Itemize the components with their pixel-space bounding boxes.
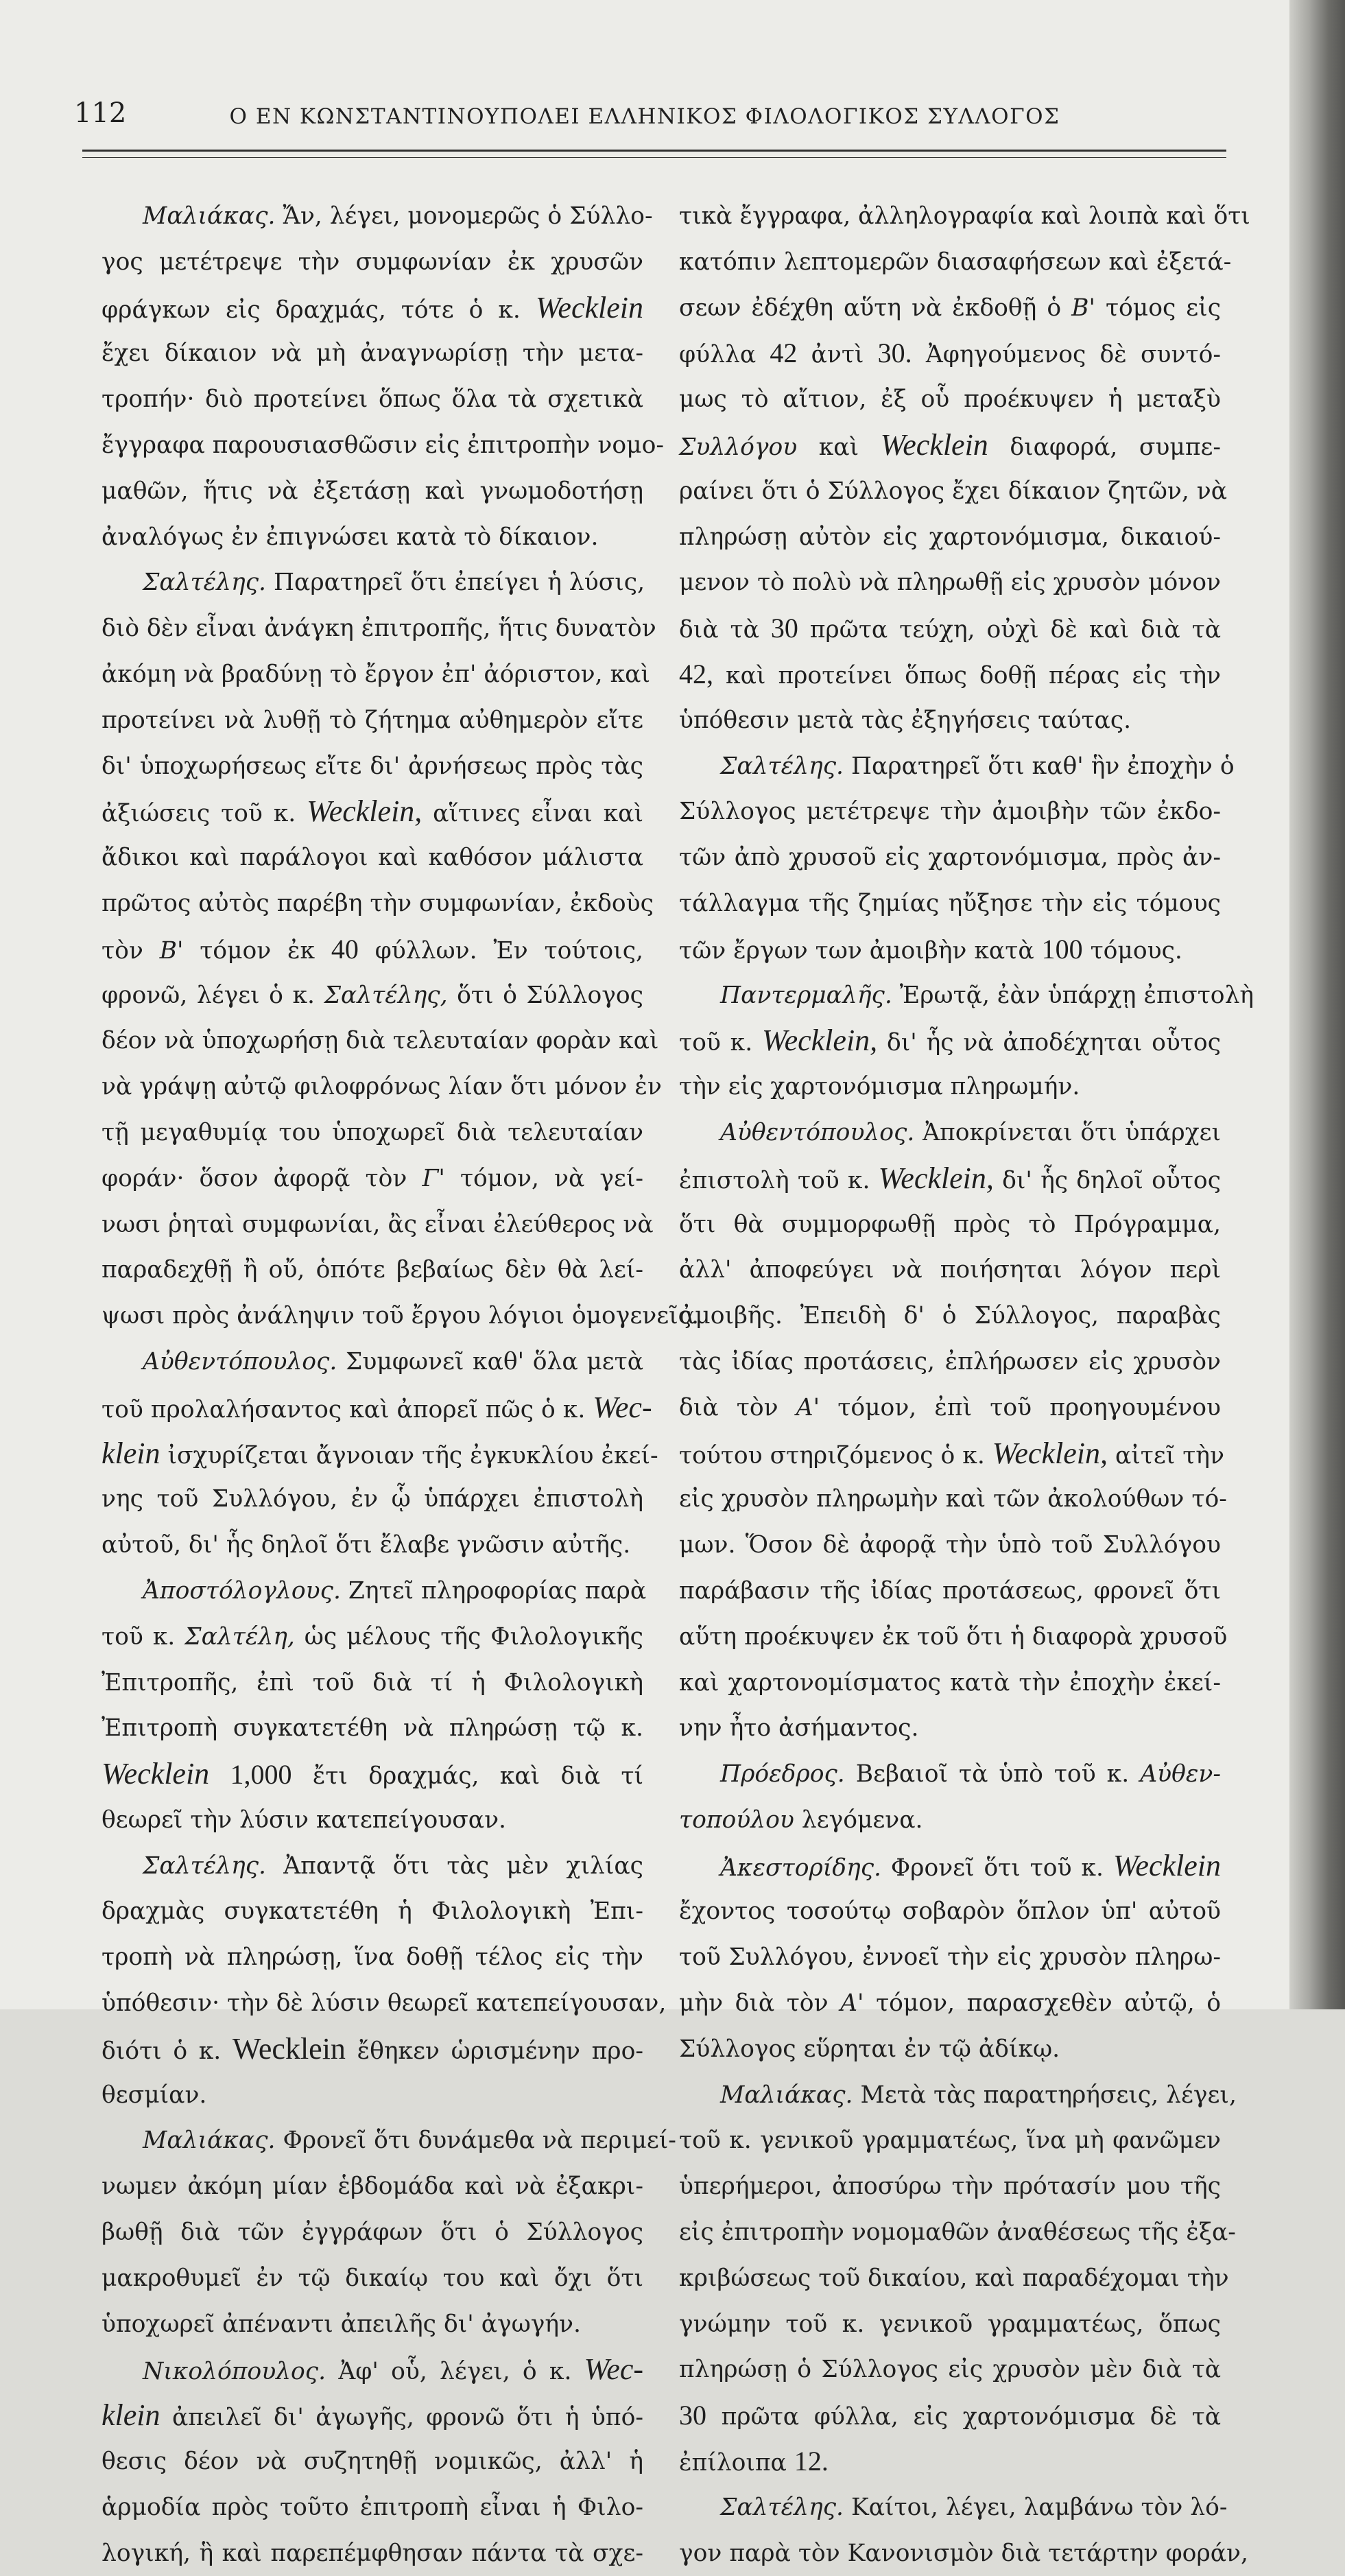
- text-line: διὰ τὸν Α' τόμον, ἐπὶ τοῦ προηγουμένου: [679, 1393, 1221, 1421]
- text-line: γον παρὰ τὸν Κανονισμὸν διὰ τετάρτην φοράν,: [679, 2539, 1248, 2567]
- text-line: νωμεν ἀκόμη μίαν ἑβδομάδα καὶ νὰ ἐξακρι-: [102, 2173, 643, 2201]
- header-rule-thick: [82, 150, 1226, 152]
- person-name: Wecklein,: [878, 1161, 994, 1195]
- text-line: Wecklein 1,000 ἔτι δραχμάς, καὶ διὰ τί: [102, 1757, 644, 1791]
- text-line: Μαλιάκας. Ἄν, λέγει, μονομερῶς ὁ Σύλλο-: [143, 202, 653, 230]
- person-name: Αὐθεν-: [1140, 1760, 1222, 1788]
- text-line: ἁρμοδία πρὸς τοῦτο ἐπιτροπὴ εἶναι ἡ Φιλο-: [102, 2493, 643, 2521]
- page-number: 112: [74, 97, 127, 129]
- text-line: βωθῇ διὰ τῶν ἐγγράφων ὅτι ὁ Σύλλογος: [102, 2219, 643, 2247]
- number: 42,: [679, 658, 713, 689]
- text-line: πληρώσῃ αὐτὸν εἰς χαρτονόμισμα, δικαιού-: [679, 523, 1221, 551]
- text-line: αὐτοῦ, δι' ἧς δηλοῖ ὅτι ἔλαβε γνῶσιν αὐτῆς.: [102, 1531, 631, 1559]
- text-line: θεσμίαν.: [102, 2081, 207, 2109]
- person-name: Σαλτέλη,: [185, 1622, 295, 1651]
- text-line: δι' ὑποχωρήσεως εἴτε δι' ἀρνήσεως πρὸς τὰς: [102, 752, 643, 780]
- person-name: Wecklein,: [307, 794, 422, 829]
- person-name: klein: [102, 1436, 160, 1470]
- person-name: klein: [102, 2398, 160, 2433]
- text-line: ὅτι θὰ συμμορφωθῇ πρὸς τὸ Πρόγραμμα,: [679, 1210, 1221, 1238]
- text-line: Ἐπιτροπὴ συγκατετέθη νὰ πληρώσῃ τῷ κ.: [102, 1714, 643, 1742]
- text-line: Μαλιάκας. Μετὰ τὰς παρατηρήσεις, λέγει,: [720, 2081, 1237, 2109]
- number: 30: [679, 2400, 706, 2431]
- text-line: νην ἦτο ἀσήμαντος.: [679, 1714, 919, 1742]
- text-line: ἐπιστολὴ τοῦ κ. Wecklein, δι' ἧς δηλοῖ οὗτος: [679, 1161, 1222, 1195]
- text-line: φύλλα 42 ἀντὶ 30. Ἀφηγούμενος δὲ συντό-: [679, 338, 1222, 369]
- text-line: θεσις δέον νὰ συζητηθῇ νομικῶς, ἀλλ' ἡ: [102, 2448, 643, 2476]
- person-name: τοπούλου: [679, 1806, 794, 1834]
- text-line: τὸν Β' τόμον ἐκ 40 φύλλων. Ἐν τούτοις,: [102, 933, 643, 965]
- text-line: ἄδικοι καὶ παράλογοι καὶ καθόσον μάλιστα: [102, 844, 643, 872]
- speaker-name: Παντερμαλῆς.: [720, 981, 892, 1009]
- text-line: μὴν διὰ τὸν Α' τόμον, παρασχεθὲν αὐτῷ, ὁ: [679, 1989, 1222, 2018]
- speaker-name: Σαλτέλης.: [720, 752, 844, 780]
- text-line: εἰς χρυσὸν πληρωμὴν καὶ τῶν ἀκολούθων τό-: [679, 1485, 1227, 1513]
- text-line: ὑπόθεσιν· τὴν δὲ λύσιν θεωρεῖ κατεπείγουσαν,: [102, 1989, 667, 2018]
- speaker-name: Ἀκεστορίδης.: [720, 1854, 881, 1882]
- text-line: τῇ μεγαθυμίᾳ του ὑποχωρεῖ διὰ τελευταίαν: [102, 1118, 643, 1146]
- number: 12.: [794, 2446, 829, 2477]
- text-line: ἀξιώσεις τοῦ κ. Wecklein, αἵτινες εἶναι καὶ: [102, 794, 644, 829]
- text-line: φράγκων εἰς δραχμάς, τότε ὁ κ. Wecklein: [102, 290, 643, 324]
- text-line: ἔχει δίκαιον νὰ μὴ ἀναγνωρίσῃ τὴν μετα-: [102, 340, 643, 368]
- text-line: πρῶτος αὐτὸς παρέβη τὴν συμφωνίαν, ἐκδοὺς: [102, 889, 654, 917]
- text-line: τοῦ κ. γενικοῦ γραμματέως, ἵνα μὴ φανῶμεν: [679, 2127, 1221, 2155]
- text-line: Νικολόπουλος. Ἀφ' οὗ, λέγει, ὁ κ. Wec-: [143, 2352, 643, 2387]
- text-line: ἔχοντος τοσούτῳ σοβαρὸν ὅπλον ὑπ' αὐτοῦ: [679, 1898, 1221, 1926]
- text-line: Αὐθεντόπουλος. Ἀποκρίνεται ὅτι ὑπάρχει: [720, 1118, 1222, 1146]
- text-line: τοῦ κ. Σαλτέλη, ὡς μέλους τῆς Φιλολογικῆς: [102, 1622, 643, 1651]
- text-line: διὰ τὰ 30 πρῶτα τεύχη, οὐχὶ δὲ καὶ διὰ τὰ: [679, 613, 1222, 644]
- speaker-name: Ἀποστόλογλους.: [143, 1576, 341, 1605]
- text-line: παράβασιν τῆς ἰδίας προτάσεως, φρονεῖ ὅτι: [679, 1576, 1221, 1605]
- text-line: γνώμην τοῦ κ. γενικοῦ γραμματέως, ὅπως: [679, 2310, 1221, 2338]
- text-line: λογική, ἣ καὶ παρεπέμφθησαν πάντα τὰ σχε-: [102, 2539, 643, 2567]
- text-line: εἰς ἐπιτροπὴν νομομαθῶν ἀναθέσεως τῆς ἐξα-: [679, 2219, 1236, 2247]
- text-line: 30 πρῶτα φύλλα, εἰς χαρτονόμισμα δὲ τὰ: [679, 2400, 1221, 2431]
- number: 100: [1041, 933, 1083, 965]
- number: 40: [331, 933, 359, 965]
- person-name: Wecklein: [535, 290, 643, 324]
- speaker-name: Σαλτέλης.: [143, 1852, 266, 1880]
- text-line: Σαλτέλης. Ἀπαντᾷ ὅτι τὰς μὲν χιλίας: [143, 1852, 643, 1880]
- text-line: τοῦ προλαλήσαντος καὶ ἀπορεῖ πῶς ὁ κ. Wec-: [102, 1390, 652, 1424]
- organization-name: Συλλόγου: [679, 433, 798, 461]
- text-line: τροπὴ νὰ πληρώσῃ, ἵνα δοθῇ τέλος εἰς τὴν: [102, 1943, 643, 1972]
- text-line: μακροθυμεῖ ἐν τῷ δικαίῳ του καὶ ὄχι ὅτι: [102, 2264, 643, 2292]
- text-line: νης τοῦ Συλλόγου, ἐν ᾧ ὑπάρχει ἐπιστολὴ: [102, 1485, 643, 1513]
- text-line: klein ἰσχυρίζεται ἄγνοιαν τῆς ἐγκυκλίου ἐκεί-: [102, 1436, 658, 1470]
- text-line: τῶν ἀπὸ χρυσοῦ εἰς χαρτονόμισμα, πρὸς ἀν-: [679, 844, 1221, 872]
- text-line: ἐπίλοιπα 12.: [679, 2446, 829, 2477]
- text-line: Σύλλογος εὕρηται ἐν τῷ ἀδίκῳ.: [679, 2035, 1060, 2063]
- text-line: φρονῶ, λέγει ὁ κ. Σαλτέλης, ὅτι ὁ Σύλλογος: [102, 981, 643, 1009]
- text-line: ὑπόθεσιν μετὰ τὰς ἐξηγήσεις ταύτας.: [679, 706, 1132, 734]
- person-name: Wecklein,: [761, 1024, 878, 1058]
- text-line: ἔγγραφα παρουσιασθῶσιν εἰς ἐπιτροπὴν νομο-: [102, 431, 665, 459]
- person-name: Σαλτέλης,: [324, 981, 448, 1009]
- text-line: 42, καὶ προτείνει ὅπως δοθῇ πέρας εἰς τὴν: [679, 658, 1222, 689]
- speaker-name: Μαλιάκας.: [720, 2081, 853, 2109]
- text-line: προτείνει νὰ λυθῇ τὸ ζήτημα αὐθημερὸν εἴτε: [102, 706, 643, 734]
- speaker-name: Μαλιάκας.: [143, 202, 276, 230]
- text-line: ψωσι πρὸς ἀνάληψιν τοῦ ἔργου λόγιοι ὁμογενεῖς.: [102, 1302, 699, 1330]
- text-line: ραίνει ὅτι ὁ Σύλλογος ἔχει δίκαιον ζητῶν, νὰ: [679, 477, 1228, 505]
- text-line: Αὐθεντόπουλος. Συμφωνεῖ καθ' ὅλα μετὰ: [143, 1347, 644, 1375]
- text-line: νὰ γράψῃ αὐτῷ φιλοφρόνως λίαν ὅτι μόνον ἐν: [102, 1073, 662, 1101]
- text-line: τούτου στηριζόμενος ὁ κ. Wecklein, αἰτεῖ τὴν: [679, 1436, 1224, 1470]
- number: 30: [770, 613, 798, 644]
- text-line: τοῦ κ. Wecklein, δι' ἧς νὰ ἀποδέχηται οὗτος: [679, 1024, 1222, 1058]
- speaker-name: Πρόεδρος.: [720, 1760, 845, 1788]
- right-column: [679, 193, 1254, 2576]
- text-line: μων. Ὅσον δὲ ἀφορᾷ τὴν ὑπὸ τοῦ Συλλόγου: [679, 1531, 1221, 1559]
- running-head: Ο ΕΝ ΚΩΝΣΤΑΝΤΙΝΟΥΠΟΛΕΙ ΕΛΛΗΝΙΚΟΣ ΦΙΛΟΛΟΓΙΚΟΣ ΣΥΛΛΟΓΟΣ: [229, 104, 1060, 129]
- text-line: διὸ δὲν εἶναι ἀνάγκη ἐπιτροπῆς, ἥτις δυνατὸν: [102, 615, 656, 643]
- text-line: klein ἀπειλεῖ δι' ἀγωγῆς, φρονῶ ὅτι ἡ ὑπό-: [102, 2398, 644, 2433]
- text-line: ὑπερήμεροι, ἀποσύρω τὴν πρότασίν μου τῆς: [679, 2173, 1221, 2201]
- text-line: Συλλόγου καὶ Wecklein διαφορά, συμπε-: [679, 427, 1222, 462]
- text-line: ἀναλόγως ἐν ἐπιγνώσει κατὰ τὸ δίκαιον.: [102, 523, 599, 551]
- text-line: παραδεχθῇ ἢ οὔ, ὁπότε βεβαίως δὲν θὰ λεί-: [102, 1256, 643, 1284]
- text-line: τὴν εἰς χαρτονόμισμα πληρωμήν.: [679, 1073, 1080, 1101]
- person-name: Wecklein: [232, 2031, 346, 2066]
- text-line: τικὰ ἔγγραφα, ἀλληλογραφία καὶ λοιπὰ καὶ ὅτι: [679, 202, 1250, 230]
- text-line: τοῦ Συλλόγου, ἐννοεῖ τὴν εἰς χρυσὸν πληρω-: [679, 1943, 1221, 1972]
- volume-label: Γ': [422, 1164, 445, 1192]
- text-line: καὶ χαρτονομίσματος κατὰ τὴν ἐποχὴν ἐκεί-: [679, 1668, 1221, 1697]
- text-line: Σαλτέλης. Παρατηρεῖ ὅτι ἐπείγει ἡ λύσις,: [143, 569, 645, 597]
- text-line: Σύλλογος μετέτρεψε τὴν ἀμοιβὴν τῶν ἐκδο-: [679, 798, 1221, 826]
- text-line: Σαλτέλης. Παρατηρεῖ ὅτι καθ' ἣν ἐποχὴν ὁ: [720, 752, 1235, 780]
- text-line: κατόπιν λεπτομερῶν διασαφήσεων καὶ ἐξετά-: [679, 248, 1232, 276]
- text-line: Ἐπιτροπῆς, ἐπὶ τοῦ διὰ τί ἡ Φιλολογικὴ: [102, 1668, 643, 1697]
- person-name: Wecklein: [1112, 1848, 1221, 1882]
- text-line: σεων ἐδέχθη αὕτη νὰ ἐκδοθῇ ὁ Β' τόμος εἰς: [679, 294, 1222, 322]
- speaker-name: Σαλτέλης.: [143, 569, 266, 597]
- text-line: Παντερμαλῆς. Ἐρωτᾷ, ἐὰν ὑπάρχῃ ἐπιστολὴ: [720, 981, 1254, 1009]
- speaker-name: Αὐθεντόπουλος.: [720, 1118, 915, 1146]
- volume-label: Α': [840, 1989, 864, 2018]
- text-line: μαθῶν, ἥτις νὰ ἐξετάσῃ καὶ γνωμοδοτήσῃ: [102, 477, 643, 505]
- text-line: μενον τὸ πολὺ νὰ πληρωθῇ εἰς χρυσὸν μόνον: [679, 569, 1221, 597]
- number: 30.: [877, 338, 912, 369]
- text-line: πληρώσῃ ὁ Σύλλογος εἰς χρυσὸν μὲν διὰ τὰ: [679, 2356, 1221, 2384]
- text-line: Ἀκεστορίδης. Φρονεῖ ὅτι τοῦ κ. Wecklein: [720, 1848, 1221, 1882]
- text-line: διότι ὁ κ. Wecklein ἔθηκεν ὡρισμένην προ-: [102, 2031, 643, 2066]
- person-name: Wec-: [584, 2352, 643, 2387]
- text-line: Μαλιάκας. Φρονεῖ ὅτι δυνάμεθα νὰ περιμεί-: [143, 2127, 676, 2155]
- text-line: ἀκόμη νὰ βραδύνῃ τὸ ἔργον ἐπ' ἀόριστον, καὶ: [102, 660, 650, 688]
- person-name: Wecklein: [880, 427, 988, 462]
- volume-label: Α': [796, 1393, 820, 1421]
- text-line: αὕτη προέκυψεν ἐκ τοῦ ὅτι ἡ διαφορὰ χρυσοῦ: [679, 1622, 1228, 1651]
- text-line: φοράν· ὅσον ἀφορᾷ τὸν Γ' τόμον, νὰ γεί-: [102, 1164, 644, 1192]
- text-line: νωσι ῥηταὶ συμφωνίαι, ἂς εἶναι ἐλεύθερος νὰ: [102, 1210, 654, 1238]
- person-name: Wec-: [593, 1390, 652, 1424]
- text-line: ὑποχωρεῖ ἀπέναντι ἀπειλῆς δι' ἀγωγήν.: [102, 2310, 581, 2338]
- volume-label: Β': [1071, 294, 1095, 322]
- book-gutter-shadow: [1289, 0, 1345, 2009]
- text-line: δραχμὰς συγκατετέθη ἡ Φιλολογικὴ Ἐπι-: [102, 1898, 643, 1926]
- text-line: κριβώσεως τοῦ δικαίου, καὶ παραδέχομαι τὴν: [679, 2264, 1229, 2292]
- header-rule-thin: [82, 157, 1226, 158]
- number: 1,000: [230, 1759, 292, 1791]
- text-line: τροπήν· διὸ προτείνει ὅπως ὅλα τὰ σχετικὰ: [102, 386, 643, 414]
- text-line: μως τὸ αἴτιον, ἐξ οὗ προέκυψεν ἡ μεταξὺ: [679, 386, 1221, 414]
- text-line: Ἀποστόλογλους. Ζητεῖ πληροφορίας παρὰ: [143, 1576, 647, 1605]
- text-line: τὰς ἰδίας προτάσεις, ἐπλήρωσεν εἰς χρυσὸν: [679, 1347, 1221, 1375]
- text-line: ἀλλ' ἀποφεύγει νὰ ποιήσηται λόγον περὶ: [679, 1256, 1221, 1284]
- text-line: τοπούλου λεγόμενα.: [679, 1806, 923, 1834]
- person-name: Wecklein: [102, 1757, 210, 1791]
- text-line: γος μετέτρεψε τὴν συμφωνίαν ἐκ χρυσῶν: [102, 248, 643, 276]
- speaker-name: Σαλτέλης.: [720, 2493, 844, 2521]
- text-line: τῶν ἔργων των ἀμοιβὴν κατὰ 100 τόμους.: [679, 933, 1182, 965]
- text-line: δέον νὰ ὑποχωρήσῃ διὰ τελευταίαν φορὰν καὶ: [102, 1027, 659, 1055]
- volume-label: Β': [159, 936, 184, 965]
- person-name: Wecklein,: [992, 1436, 1108, 1470]
- speaker-name: Μαλιάκας.: [143, 2127, 276, 2155]
- text-line: ἀμοιβῆς. Ἐπειδὴ δ' ὁ Σύλλογος, παραβὰς: [679, 1302, 1221, 1330]
- speaker-name: Αὐθεντόπουλος.: [143, 1347, 337, 1375]
- text-line: Πρόεδρος. Βεβαιοῖ τὰ ὑπὸ τοῦ κ. Αὐθεν-: [720, 1760, 1222, 1788]
- text-line: τάλλαγμα τῆς ζημίας ηὔξησε τὴν εἰς τόμους: [679, 889, 1221, 917]
- number: 42: [770, 338, 798, 369]
- text-line: θεωρεῖ τὴν λύσιν κατεπείγουσαν.: [102, 1806, 507, 1834]
- text-line: Σαλτέλης. Καίτοι, λέγει, λαμβάνω τὸν λό-: [720, 2493, 1228, 2521]
- speaker-name: Νικολόπουλος.: [143, 2358, 326, 2386]
